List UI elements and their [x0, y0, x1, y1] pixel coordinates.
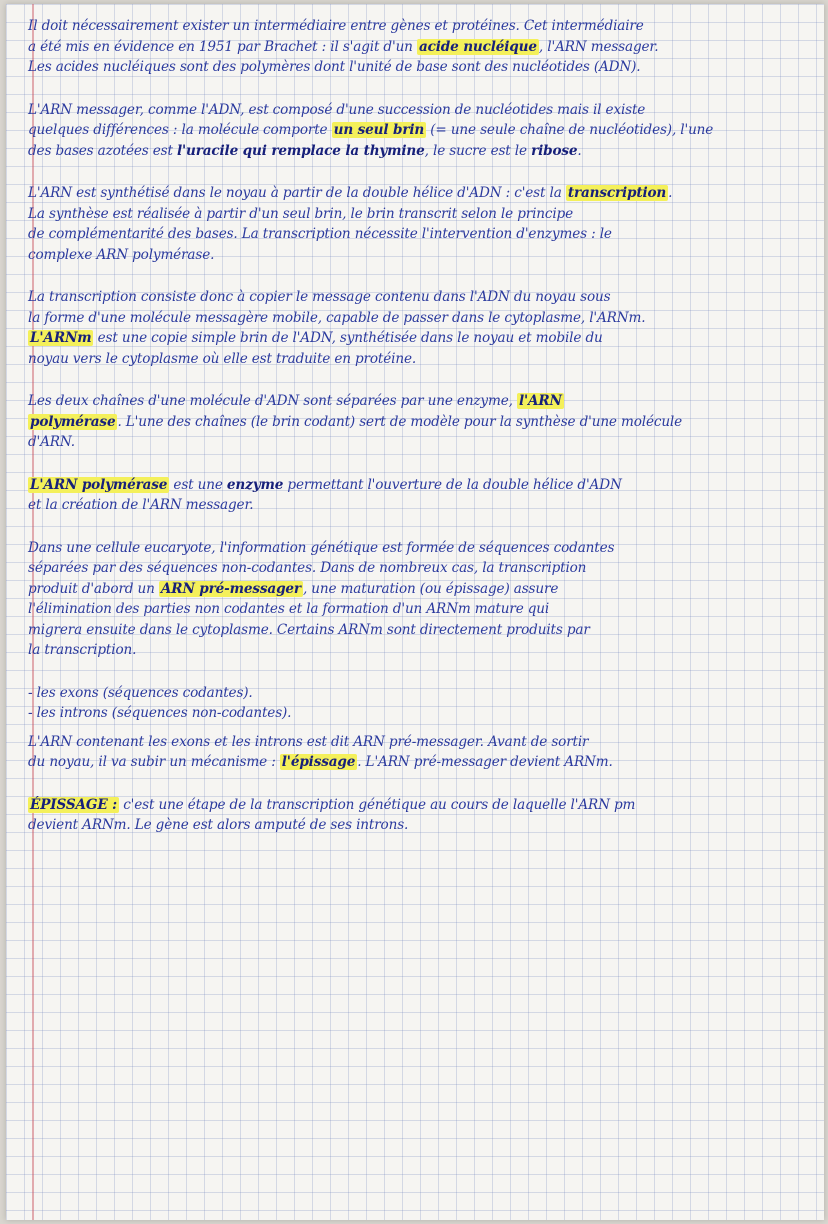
highlighted-term: polymérase — [30, 413, 116, 430]
highlighted-term: l'épissage — [281, 754, 356, 770]
text-segment: - les exons (séquences codantes). — [28, 684, 253, 701]
text-segment: du noyau, il va subir un mécanisme : — [28, 754, 280, 770]
text-segment: produit d'abord un — [28, 580, 159, 597]
emphasized-term: enzyme — [226, 476, 284, 493]
text-segment: séparées par des séquences non-codantes. Dans de nombreux cas, la transcription — [28, 560, 587, 576]
text-segment: l'élimination des parties non codantes et la formation d'un ARNm mature qui — [28, 601, 550, 617]
text-line — [28, 683, 812, 704]
text-segment: est une copie simple brin de l'ADN, synthétisée dans le noyau et mobile du — [93, 330, 603, 346]
text-segment: noyau vers le cytoplasme où elle est traduite en protéine. — [28, 350, 417, 367]
text-segment: La transcription consiste donc à copier le message contenu dans l'ADN du noyau sous — [28, 289, 611, 305]
text-segment: Les acides nucléiques sont des polymères dont l'unité de base sont des nucléotides (ADN). — [28, 59, 641, 75]
notebook-page — [6, 4, 824, 1220]
text-segment: migrera ensuite dans le cytoplasme. Certains ARNm sont directement produits par — [28, 621, 590, 638]
text-line — [28, 37, 812, 58]
paragraph — [28, 732, 812, 773]
text-line — [28, 245, 812, 266]
text-segment: a été mis en évidence en 1951 par Brachet : il s'agit d'un — [28, 38, 417, 55]
text-line — [28, 16, 812, 37]
highlighted-term: ÉPISSAGE : — [30, 796, 118, 813]
highlighted-term: L'ARN polymérase — [30, 476, 168, 493]
text-segment: de complémentarité des bases. La transcription nécessite l'intervention d'enzymes : le — [28, 226, 612, 242]
paragraph — [28, 795, 812, 836]
text-line — [28, 349, 812, 370]
text-segment: et la création de l'ARN messager. — [28, 497, 254, 513]
highlighted-term: transcription — [567, 185, 667, 201]
text-segment: des bases azotées est — [28, 142, 177, 159]
text-segment: , le sucre est le — [424, 142, 532, 159]
text-line — [28, 141, 812, 162]
text-line — [28, 432, 812, 453]
text-line — [28, 391, 812, 412]
text-line — [28, 538, 812, 559]
text-segment: Dans une cellule eucaryote, l'information génétique est formée de séquences codantes — [28, 539, 615, 556]
highlighted-term: l'ARN — [518, 393, 562, 409]
text-line — [28, 183, 812, 204]
text-segment: , une maturation (ou épissage) assure — [302, 580, 559, 597]
text-segment: . L'une des chaînes (le brin codant) sert de modèle pour la synthèse d'une molécule — [117, 413, 683, 430]
text-line — [28, 308, 812, 329]
paragraph — [28, 287, 812, 369]
text-line — [28, 732, 812, 753]
text-line — [28, 120, 812, 141]
paragraph — [28, 391, 812, 453]
text-segment: Les deux chaînes d'une molécule d'ADN sont séparées par une enzyme, — [28, 393, 517, 409]
paragraph — [28, 475, 812, 516]
text-segment: est une — [169, 476, 227, 493]
paragraph — [28, 100, 812, 162]
text-line — [28, 558, 812, 579]
text-segment: permettant l'ouverture de la double hélice d'ADN — [283, 476, 622, 493]
text-line — [28, 100, 812, 121]
text-segment: . — [577, 142, 582, 159]
emphasized-term: l'uracile qui remplace la thymine — [176, 142, 425, 159]
text-line — [28, 224, 812, 245]
text-line — [28, 640, 812, 661]
text-line — [28, 287, 812, 308]
text-segment: la transcription. — [28, 642, 137, 658]
paragraph — [28, 183, 812, 265]
text-line — [28, 815, 812, 836]
text-segment: La synthèse est réalisée à partir d'un seul brin, le brin transcrit selon le principe — [28, 205, 573, 222]
text-line — [28, 328, 812, 349]
highlighted-term: acide nucléique — [418, 38, 537, 55]
text-segment: - les introns (séquences non-codantes). — [28, 705, 292, 721]
emphasized-term: ribose — [531, 142, 578, 159]
text-line — [28, 620, 812, 641]
highlighted-term: L'ARNm — [30, 330, 92, 346]
text-segment: complexe ARN polymérase. — [28, 246, 215, 263]
paragraph — [28, 538, 812, 661]
text-segment: L'ARN contenant les exons et les introns est dit ARN pré-messager. Avant de sortir — [28, 733, 589, 750]
text-segment: , l'ARN messager. — [538, 38, 659, 55]
text-segment: Il doit nécessairement exister un intermédiaire entre gènes et protéines. Cet intermédiaire — [28, 18, 644, 34]
text-segment: c'est une étape de la transcription génétique au cours de laquelle l'ARN pm — [119, 796, 636, 813]
text-segment: quelques différences : la molécule comporte — [28, 122, 332, 138]
text-line — [28, 795, 812, 816]
paragraph — [28, 683, 812, 724]
text-line — [28, 495, 812, 516]
text-line — [28, 579, 812, 600]
text-line — [28, 204, 812, 225]
text-line — [28, 599, 812, 620]
paragraph — [28, 16, 812, 78]
text-segment: L'ARN est synthétisé dans le noyau à partir de la double hélice d'ADN : c'est la — [28, 185, 566, 201]
handwritten-notes — [28, 16, 812, 858]
highlighted-term: ARN pré-messager — [160, 580, 301, 597]
text-line — [28, 475, 812, 496]
text-line — [28, 57, 812, 78]
text-segment: L'ARN messager, comme l'ADN, est composé d'une succession de nucléotides mais il existe — [28, 101, 646, 118]
text-segment: . — [668, 185, 673, 201]
text-segment: (= une seule chaîne de nucléotides), l'une — [426, 122, 714, 138]
text-line — [28, 703, 812, 724]
text-segment: devient ARNm. Le gène est alors amputé de ses introns. — [28, 817, 409, 833]
text-segment: . L'ARN pré-messager devient ARNm. — [357, 754, 613, 770]
text-line — [28, 412, 812, 433]
text-segment: d'ARN. — [28, 434, 75, 450]
highlighted-term: un seul brin — [333, 122, 425, 138]
text-line — [28, 752, 812, 773]
text-segment: la forme d'une molécule messagère mobile, capable de passer dans le cytoplasme, l'ARNm. — [28, 309, 646, 326]
